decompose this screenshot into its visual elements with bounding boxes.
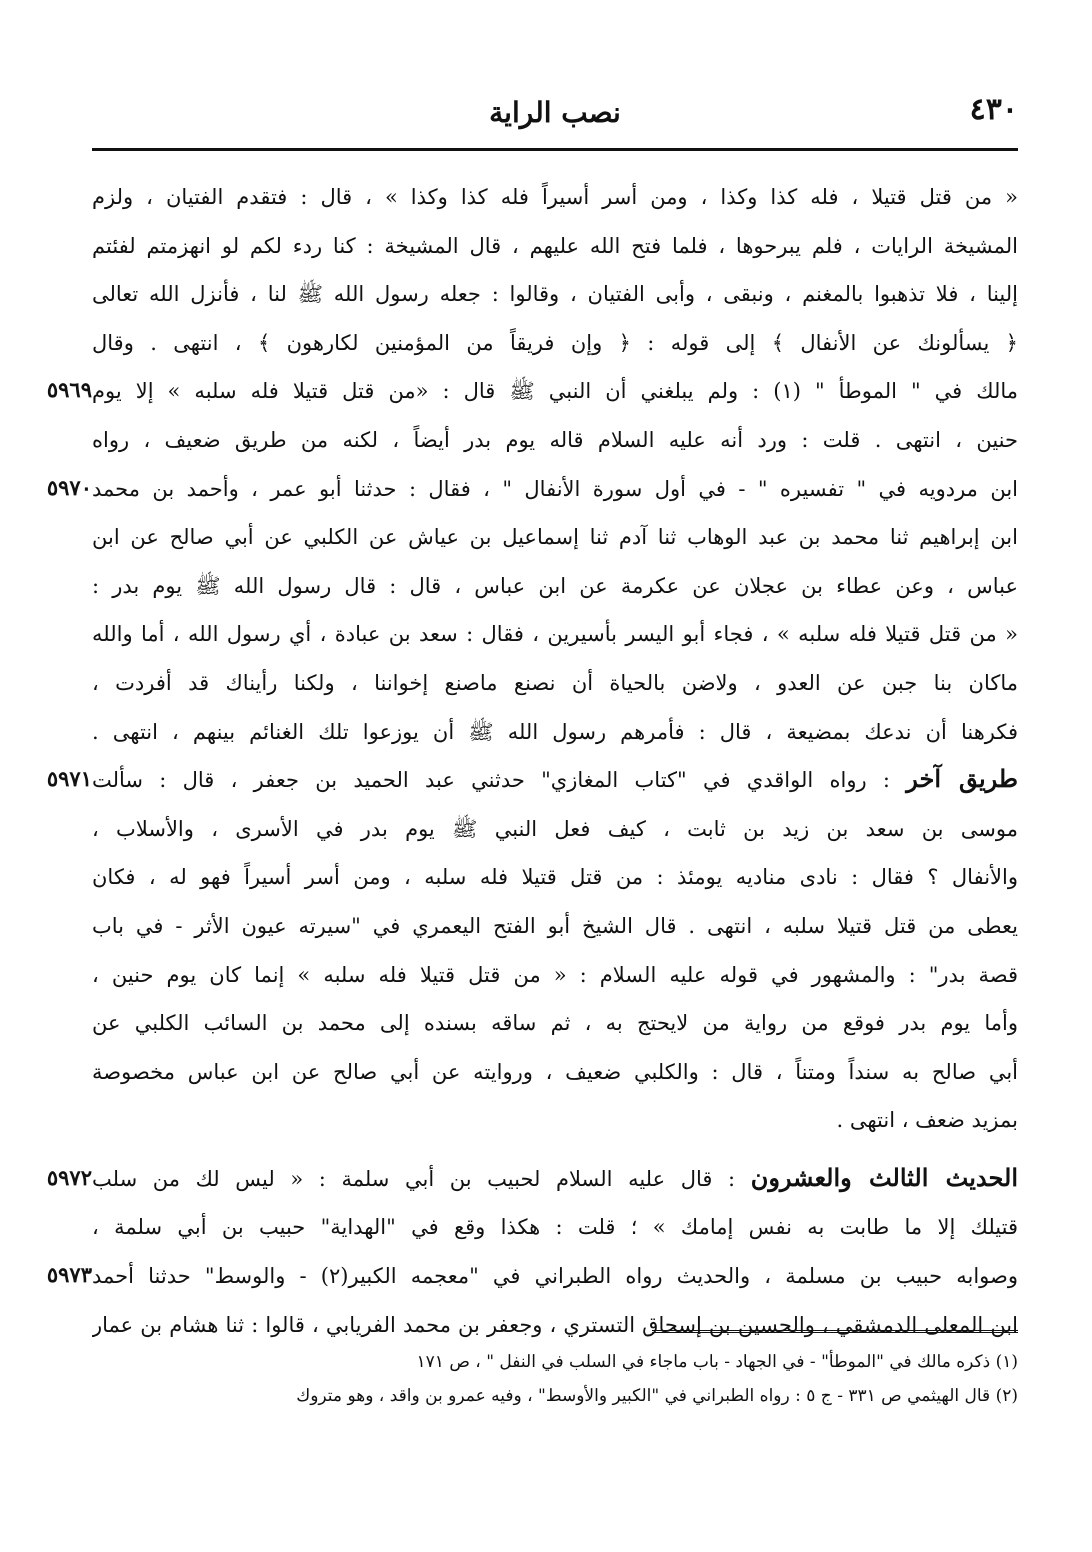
line-text xyxy=(92,804,1018,854)
line-text xyxy=(92,707,1018,757)
line-text xyxy=(92,172,1018,222)
header-rule xyxy=(92,148,1018,151)
text-line xyxy=(46,464,1018,513)
text-line xyxy=(92,609,1018,658)
line-text xyxy=(92,852,1018,902)
line-content: وصوابه حبيب بن مسلمة ، والحديث رواه الطبراني في "معجمه الكبير(٢) - والوسط" حدثنا أحمد xyxy=(92,1264,1018,1289)
line-content: مالك في " الموطأ " (١) : ولم يبلغني أن النبي ﷺ قال : «من قتل قتيلا فله سلبه » إلا يوم xyxy=(92,379,1018,404)
line-content: قتيلك إلا ما طابت به نفس إمامك » ؛ قلت : هكذا وقع في "الهداية" حبيب بن أبي سلمة ، xyxy=(92,1215,1018,1240)
text-line xyxy=(92,1095,1018,1144)
line-text xyxy=(92,1047,1018,1097)
line-text xyxy=(92,658,1018,708)
line-content: فكرهنا أن ندعك بمضيعة ، قال : فأمرهم رسول الله ﷺ أن يوزعوا تلك الغنائم بينهم ، انتهى . xyxy=(92,719,1018,744)
footnote: (١) ذكره مالك في "الموطأ" - في الجهاد - باب ماجاء في السلب في النفل " ، ص ١٧١ xyxy=(416,1352,1018,1372)
text-line xyxy=(92,1047,1018,1096)
line-content: يعطى من قتل قتيلا سلبه ، انتهى . قال الشيخ أبو الفتح اليعمري في "سيرته عيون الأثر - في باب xyxy=(92,913,1018,938)
text-line xyxy=(92,1300,1018,1349)
text-line xyxy=(46,1251,1018,1300)
footnote: (٢) قال الهيثمي ص ٣٣١ - ج ٥ : رواه الطبراني في "الكبير والأوسط" ، وفيه عمرو بن واقد ، وهو متروك xyxy=(296,1386,1018,1406)
line-content: والأنفال ؟ فقال : نادى مناديه يومئذ : من قتل قتيلا فله سلبه ، ومن أسر أسيراً فهو له ، فكان xyxy=(92,865,1018,890)
text-line xyxy=(46,1154,1018,1203)
footnote-rule xyxy=(652,1330,1018,1336)
text-line xyxy=(92,415,1018,464)
text-line xyxy=(92,221,1018,270)
body-text xyxy=(46,172,1018,1348)
line-content: ماكان بنا جبن عن العدو ، ولاضن بالحياة أن نصنع ماصنع إخواننا ، ولكنا رأيناك قد أفردت ، xyxy=(92,670,1018,695)
line-content: أبي صالح به سنداً ومتناً ، قال : والكلبي ضعيف ، وروايته عن أبي صالح عن ابن عباس مخصوصة xyxy=(92,1059,1018,1084)
line-content: موسى بن سعد بن زيد بن ثابت ، كيف فعل النبي ﷺ يوم بدر في الأسرى ، والأسلاب ، xyxy=(92,816,1018,841)
text-line xyxy=(92,998,1018,1047)
text-line xyxy=(92,901,1018,950)
entry-number: ٥٩٧٢ xyxy=(46,1164,92,1190)
heading-lead: الحديث الثالث والعشرون xyxy=(750,1162,1018,1192)
heading-lead: طريق آخر xyxy=(906,764,1018,794)
text-line xyxy=(92,172,1018,221)
page-header xyxy=(92,92,1018,140)
text-line xyxy=(92,318,1018,367)
line-text xyxy=(92,755,1018,805)
line-text xyxy=(92,464,1018,514)
text-line xyxy=(92,269,1018,318)
line-content: ابن مردويه في " تفسيره " - في أول سورة الأنفال " ، فقال : حدثنا أبو عمر ، وأحمد بن محمد xyxy=(92,476,1018,501)
line-content: ابن المعلى الدمشقي ، والحسين بن إسحاق التستري ، وجعفر بن محمد الفريابي ، قالوا : ثنا هشام بن عمار xyxy=(92,1312,1018,1337)
line-text xyxy=(92,512,1018,562)
line-text xyxy=(92,950,1018,1000)
line-content: قصة بدر" : والمشهور في قوله عليه السلام : « من قتل قتيلا فله سلبه » إنما كان يوم حنين ، xyxy=(92,962,1018,987)
entry-number: ٥٩٧٣ xyxy=(46,1262,92,1288)
line-content: إلينا ، فلا تذهبوا بالمغنم ، ونبقى ، وأبى الفتيان ، وقالوا : جعله رسول الله ﷺ لنا ، فأنزل الله تعالى xyxy=(92,282,1018,307)
text-line xyxy=(92,852,1018,901)
line-content: بمزيد ضعف ، انتهى . xyxy=(836,1108,1018,1133)
line-text xyxy=(92,318,1018,368)
line-text xyxy=(92,901,1018,951)
text-line xyxy=(92,1202,1018,1251)
line-content: « من قتل قتيلا ، فله كذا وكذا ، ومن أسر أسيراً فله كذا وكذا » ، قال : فتقدم الفتيان ، ولزم xyxy=(92,185,1018,209)
line-text xyxy=(92,366,1018,416)
running-title: نصب الراية xyxy=(489,96,621,129)
line-content: ابن إبراهيم ثنا محمد بن عبد الوهاب ثنا آدم ثنا إسماعيل بن عياش عن الكلبي عن أبي صالح عن ابن xyxy=(92,525,1018,550)
entry-number: ٥٩٦٩ xyxy=(46,377,92,403)
text-line xyxy=(46,755,1018,804)
line-content: حنين ، انتهى . قلت : ورد أنه عليه السلام قاله يوم بدر أيضاً ، لكنه من طريق ضعيف ، رواه xyxy=(92,427,1018,452)
line-text xyxy=(92,1095,1018,1145)
entry-number: ٥٩٧١ xyxy=(46,766,92,792)
line-content: « من قتل قتيلا فله سلبه » ، فجاء أبو اليسر بأسيرين ، فقال : سعد بن عبادة ، أي رسول الله ، أما والله xyxy=(92,622,1018,647)
line-content: ﴿ يسألونك عن الأنفال ﴾ إلى قوله : ﴿ وإن فريقاً من المؤمنين لكارهون ﴾ ، انتهى . وقال xyxy=(92,330,1018,355)
text-line xyxy=(92,561,1018,610)
line-text xyxy=(92,221,1018,271)
text-line xyxy=(92,658,1018,707)
entry-number: ٥٩٧٠ xyxy=(46,474,92,500)
line-content: عباس ، وعن عطاء بن عجلان عن عكرمة عن ابن عباس ، قال : قال رسول الله ﷺ يوم بدر : xyxy=(92,573,1018,598)
text-line xyxy=(92,950,1018,999)
text-line xyxy=(46,366,1018,415)
line-text xyxy=(92,1202,1018,1252)
line-text xyxy=(92,1251,1018,1301)
line-text xyxy=(92,415,1018,465)
text-line xyxy=(92,707,1018,756)
line-content: : قال عليه السلام لحبيب بن أبي سلمة : « ليس لك من سلب xyxy=(92,1166,736,1191)
text-line xyxy=(92,804,1018,853)
page-number: ٤٣٠ xyxy=(969,92,1018,127)
line-text xyxy=(92,561,1018,611)
line-content: : رواه الواقدي في "كتاب المغازي" حدثني عبد الحميد بن جعفر ، قال : سألت xyxy=(92,768,890,793)
line-text xyxy=(92,998,1018,1048)
footnotes xyxy=(92,1345,1018,1413)
line-text xyxy=(92,609,1018,659)
text-line xyxy=(92,512,1018,561)
line-content: المشيخة الرايات ، فلم يبرحوها ، فلما فتح الله عليهم ، قال المشيخة : كنا ردء لكم لو انهزمتم لفئتم xyxy=(92,233,1018,258)
line-text xyxy=(92,269,1018,319)
line-text xyxy=(92,1154,1018,1204)
line-content: وأما يوم بدر فوقع من رواية من لايحتج به ، ثم ساقه بسنده إلى محمد بن السائب الكلبي عن xyxy=(92,1011,1018,1036)
line-text xyxy=(92,1300,1018,1350)
